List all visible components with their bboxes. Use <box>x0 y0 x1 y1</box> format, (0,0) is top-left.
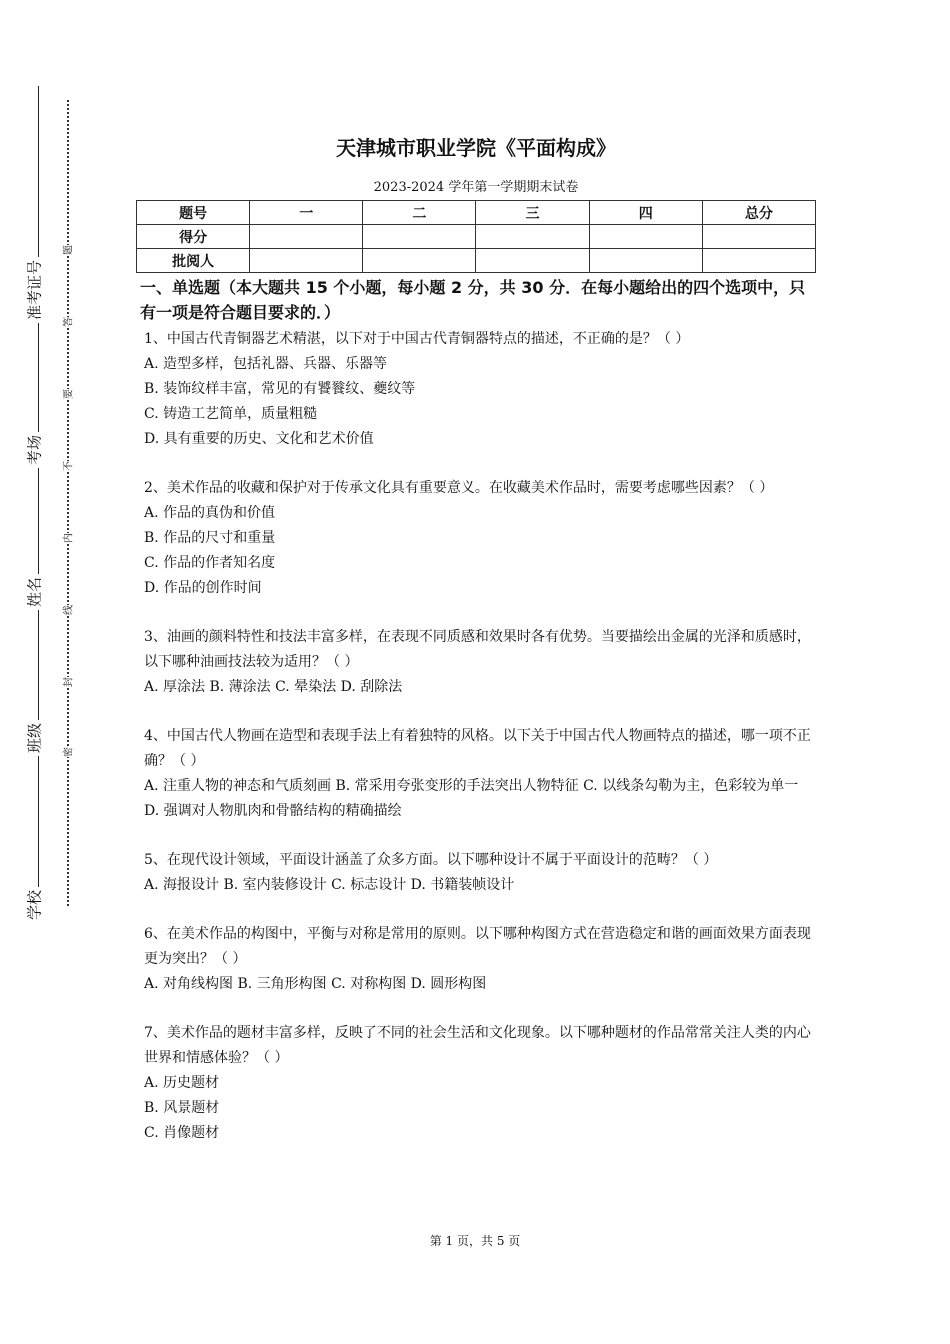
score-cell[interactable] <box>363 225 476 249</box>
seal-dotted-line <box>67 100 69 906</box>
score-cell[interactable] <box>702 225 815 249</box>
exam-title: 天津城市职业学院《平面构成》 <box>336 136 616 160</box>
question-option: C. 作品的作者知名度 <box>144 555 276 571</box>
question-option: A. 作品的真伪和价值 <box>144 505 276 521</box>
question-stem: 6、在美术作品的构图中，平衡与对称是常用的原则。以下哪种构图方式在营造稳定和谐的画面效果方面表现更为突出？（ ） <box>144 926 811 967</box>
question-option: A. 厚涂法 B. 薄涂法 C. 晕染法 D. 刮除法 <box>144 679 403 695</box>
question-option: C. 肖像题材 <box>144 1125 220 1141</box>
question-2 <box>144 476 816 601</box>
seal-char: 要 <box>59 389 76 399</box>
score-col-header: 三 <box>476 201 589 225</box>
score-table <box>136 200 816 273</box>
question-option: D. 作品的创作时间 <box>144 580 262 596</box>
question-5 <box>144 848 816 898</box>
score-col-header: 四 <box>589 201 702 225</box>
score-col-header: 题号 <box>137 201 250 225</box>
exam-content <box>136 120 816 1146</box>
question-3 <box>144 625 816 700</box>
score-row-label: 批阅人 <box>137 249 250 273</box>
binding-solid-line <box>38 86 39 906</box>
page-footer: 第 1 页，共 5 页 <box>429 1234 521 1248</box>
score-cell[interactable] <box>476 249 589 273</box>
field-ticket-number-label: 准考证号 <box>22 257 47 323</box>
score-table-header-row <box>137 201 816 225</box>
question-option: B. 作品的尺寸和重量 <box>144 530 276 546</box>
score-cell[interactable] <box>250 225 363 249</box>
score-col-header: 总分 <box>702 201 815 225</box>
question-stem: 1、中国古代青铜器艺术精湛，以下对于中国古代青铜器特点的描述，不正确的是？（ ） <box>144 331 690 347</box>
question-stem: 3、油画的颜料特性和技法丰富多样，在表现不同质感和效果时各有优势。当要描绘出金属的光泽和质感时，以下哪种油画技法较为适用？（ ） <box>144 629 811 670</box>
field-school-label: 学校 <box>22 887 47 923</box>
field-name-label: 姓名 <box>22 574 47 610</box>
score-cell[interactable] <box>250 249 363 273</box>
question-stem: 4、中国古代人物画在造型和表现手法上有着独特的风格。以下关于中国古代人物画特点的描述，哪一项不正确？（ ） <box>144 728 811 769</box>
question-option: B. 风景题材 <box>144 1100 220 1116</box>
binding-margin <box>0 0 90 1344</box>
question-4 <box>144 724 816 824</box>
question-option: D. 具有重要的历史、文化和艺术价值 <box>144 431 374 447</box>
seal-char: 密 <box>59 747 76 757</box>
score-cell[interactable] <box>589 249 702 273</box>
seal-char: 内 <box>59 533 76 543</box>
question-option: A. 造型多样，包括礼器、兵器、乐器等 <box>144 356 388 372</box>
seal-char: 题 <box>59 245 76 255</box>
score-col-header: 一 <box>250 201 363 225</box>
section-title: 一、单选题（本大题共 15 个小题，每小题 2 分，共 30 分．在每小题给出的四个选项中，只有一项是符合题目要求的．） <box>140 278 806 322</box>
seal-char: 封 <box>59 677 76 687</box>
question-list <box>136 327 816 1146</box>
score-cell[interactable] <box>363 249 476 273</box>
seal-char: 答 <box>59 317 76 327</box>
question-1 <box>144 327 816 452</box>
question-option: A. 对角线构图 B. 三角形构图 C. 对称构图 D. 圆形构图 <box>144 976 487 992</box>
field-room-label: 考场 <box>22 432 47 468</box>
field-class-label: 班级 <box>22 720 47 756</box>
score-cell[interactable] <box>476 225 589 249</box>
score-cell[interactable] <box>589 225 702 249</box>
question-option: A. 历史题材 <box>144 1075 220 1091</box>
question-7 <box>144 1021 816 1146</box>
question-option: A. 海报设计 B. 室内装修设计 C. 标志设计 D. 书籍装帧设计 <box>144 877 515 893</box>
question-6 <box>144 922 816 997</box>
exam-subtitle: 2023-2024 学年第一学期期末试卷 <box>373 180 579 195</box>
question-stem: 7、美术作品的题材丰富多样，反映了不同的社会生活和文化现象。以下哪种题材的作品常常关注人类的内心世界和情感体验？（ ） <box>144 1025 811 1066</box>
question-stem: 2、美术作品的收藏和保护对于传承文化具有重要意义。在收藏美术作品时，需要考虑哪些因素？（ ） <box>144 480 774 496</box>
score-row-label: 得分 <box>137 225 250 249</box>
question-stem: 5、在现代设计领域，平面设计涵盖了众多方面。以下哪种设计不属于平面设计的范畴？（ ） <box>144 852 718 868</box>
score-table-row <box>137 225 816 249</box>
seal-char: 线 <box>59 605 76 615</box>
seal-char: 不 <box>59 461 76 471</box>
question-option: A. 注重人物的神态和气质刻画 B. 常采用夸张变形的手法突出人物特征 C. 以线条勾勒为主，色彩较为单一 D. 强调对人物肌肉和骨骼结构的精确描绘 <box>144 778 799 819</box>
score-col-header: 二 <box>363 201 476 225</box>
score-table-row <box>137 249 816 273</box>
question-option: C. 铸造工艺简单，质量粗糙 <box>144 406 318 422</box>
question-option: B. 装饰纹样丰富，常见的有饕餮纹、夔纹等 <box>144 381 416 397</box>
score-cell[interactable] <box>702 249 815 273</box>
